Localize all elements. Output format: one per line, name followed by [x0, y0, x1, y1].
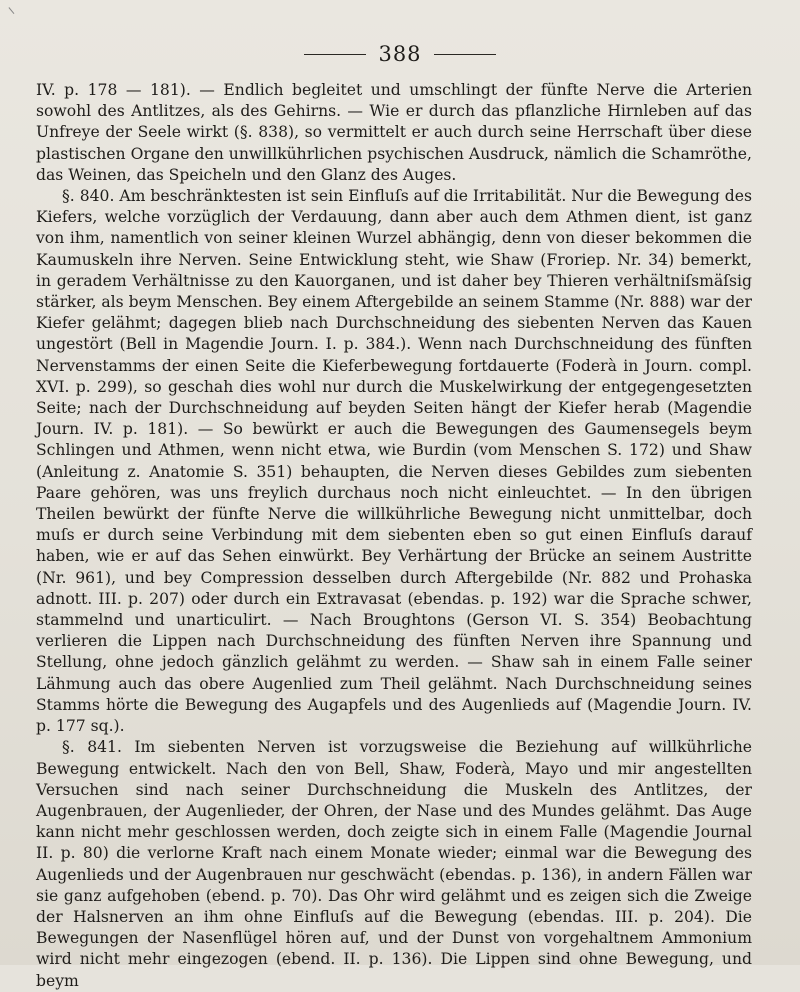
paragraph-841: §. 841. Im siebenten Nerven ist vorzugsweise die Beziehung auf willkührliche Bewegung entwickelt. Nach den von Bell, Shaw, Foderà, Mayo und mir angestellten Versuchen sind nach seiner Durchschneidung die Muskeln des Antlitzes, der Augenbrauen, der Augenlieder, der Ohren, der Nase und des Mundes gelähmt. Das Auge kann nicht mehr geschlossen werden, doch zeigte sich in einem Falle (Magendie Journal II. p. 80) die verlorne Kraft nach einem Monate wieder; einmal war die Bewegung des Augenlieds und der Augenbrauen nur geschwächt (ebendas. p. 136), in andern Fällen war sie ganz aufgehoben (ebend. p. 70). Das Ohr wird gelähmt und es zeigen sich die Zweige der Halsnerven an ihm ohne Einfluſs auf die Bewegung (ebendas. III. p. 204). Die Bewegungen der Nasenflügel hören auf, und der Dunst von vorgehaltnem Ammonium wird nicht mehr eingezogen (ebend. II. p. 136). Die Lippen sind ohne Bewegung, und beym — [36, 738, 752, 990]
header-rule-left — [304, 54, 366, 55]
paragraph-840: §. 840. Am beschränktesten ist sein Einfluſs auf die Irritabilität. Nur die Bewegung des Kiefers, welche vorzüglich der Verdauung, dann aber auch dem Athmen dient, ist ganz von ihm, namentlich von seiner kleinen Wurzel abhängig, denn von dieser bekommen die Kaumuskeln ihre Nerven. Seine Entwicklung steht, wie Shaw (Froriep. Nr. 34) bemerkt, in geradem Verhältnisse zu den Kauorganen, und ist daher bey Thieren verhältniſsmäſsig stärker, als beym Menschen. Bey einem Aftergebilde an seinem Stamme (Nr. 888) war der Kiefer gelähmt; dagegen blieb nach Durchschneidung des siebenten Nerven das Kauen ungestört (Bell in Magendie Journ. I. p. 384.). Wenn nach Durchschneidung des fünften Nervenstamms der einen Seite die Kieferbewegung fortdauerte (Foderà in Journ. compl. XVI. p. 299), so geschah dies wohl nur durch die Muskelwirkung der entgegengesetzten Seite; nach der Durchschneidung auf beyden Seiten hängt der Kiefer herab (Magendie Journ. IV. p. 181). — So bewürkt er auch die Bewegungen des Gaumensegels beym Schlingen und Athmen, wenn nicht etwa, wie Burdin (vom Menschen S. 172) und Shaw (Anleitung z. Anatomie S. 351) behaupten, die Nerven dieses Gebildes zum siebenten Paare gehören, was uns freylich durchaus noch nicht einleuchtet. — In den übrigen Theilen bewürkt der fünfte Nerve die willkührliche Bewegung nicht unmittelbar, doch muſs er durch seine Verbindung mit dem siebenten eben so gut einen Einfluſs darauf haben, wie er auf das Sehen einwürkt. Bey Verhärtung der Brücke an seinem Austritte (Nr. 961), und bey Compression desselben durch Aftergebilde (Nr. 882 und Prohaska adnott. III. p. 207) oder durch ein Extravasat (ebendas. p. 192) war die Sprache schwer, stammelnd und unarticulirt. — Nach Broughtons (Gerson VI. S. 354) Beobachtung verlieren die Lippen nach Durchschneidung des fünften Nerven ihre Spannung und Stellung, ohne jedoch gänzlich gelähmt zu werden. — Shaw sah in einem Falle seiner Lähmung auch das obere Augenlied zum Theil gelähmt. Nach Durchschneidung seines Stamms hörte die Bewegung des Augapfels und des Augenlieds auf (Magendie Journ. IV. p. 177 sq.). — [36, 187, 752, 736]
page-header — [0, 40, 800, 68]
page-number: 388 — [378, 42, 422, 66]
header-rule-right — [434, 54, 496, 55]
paragraph-continuation: IV. p. 178 — 181). — Endlich begleitet und umschlingt der fünfte Nerve die Arterien sowohl des Antlitzes, als des Gehirns. — Wie er durch das pflanzliche Hirnleben auf das Unfreye der Seele wirkt (§. 838), so vermittelt er auch durch seine Herrschaft über diese plastischen Organe den unwillkührlichen psychischen Ausdruck, nämlich die Schamröthe, das Weinen, das Speicheln und den Glanz des Auges. — [36, 81, 752, 184]
corner-mark — [8, 2, 20, 14]
body-text — [36, 80, 752, 992]
